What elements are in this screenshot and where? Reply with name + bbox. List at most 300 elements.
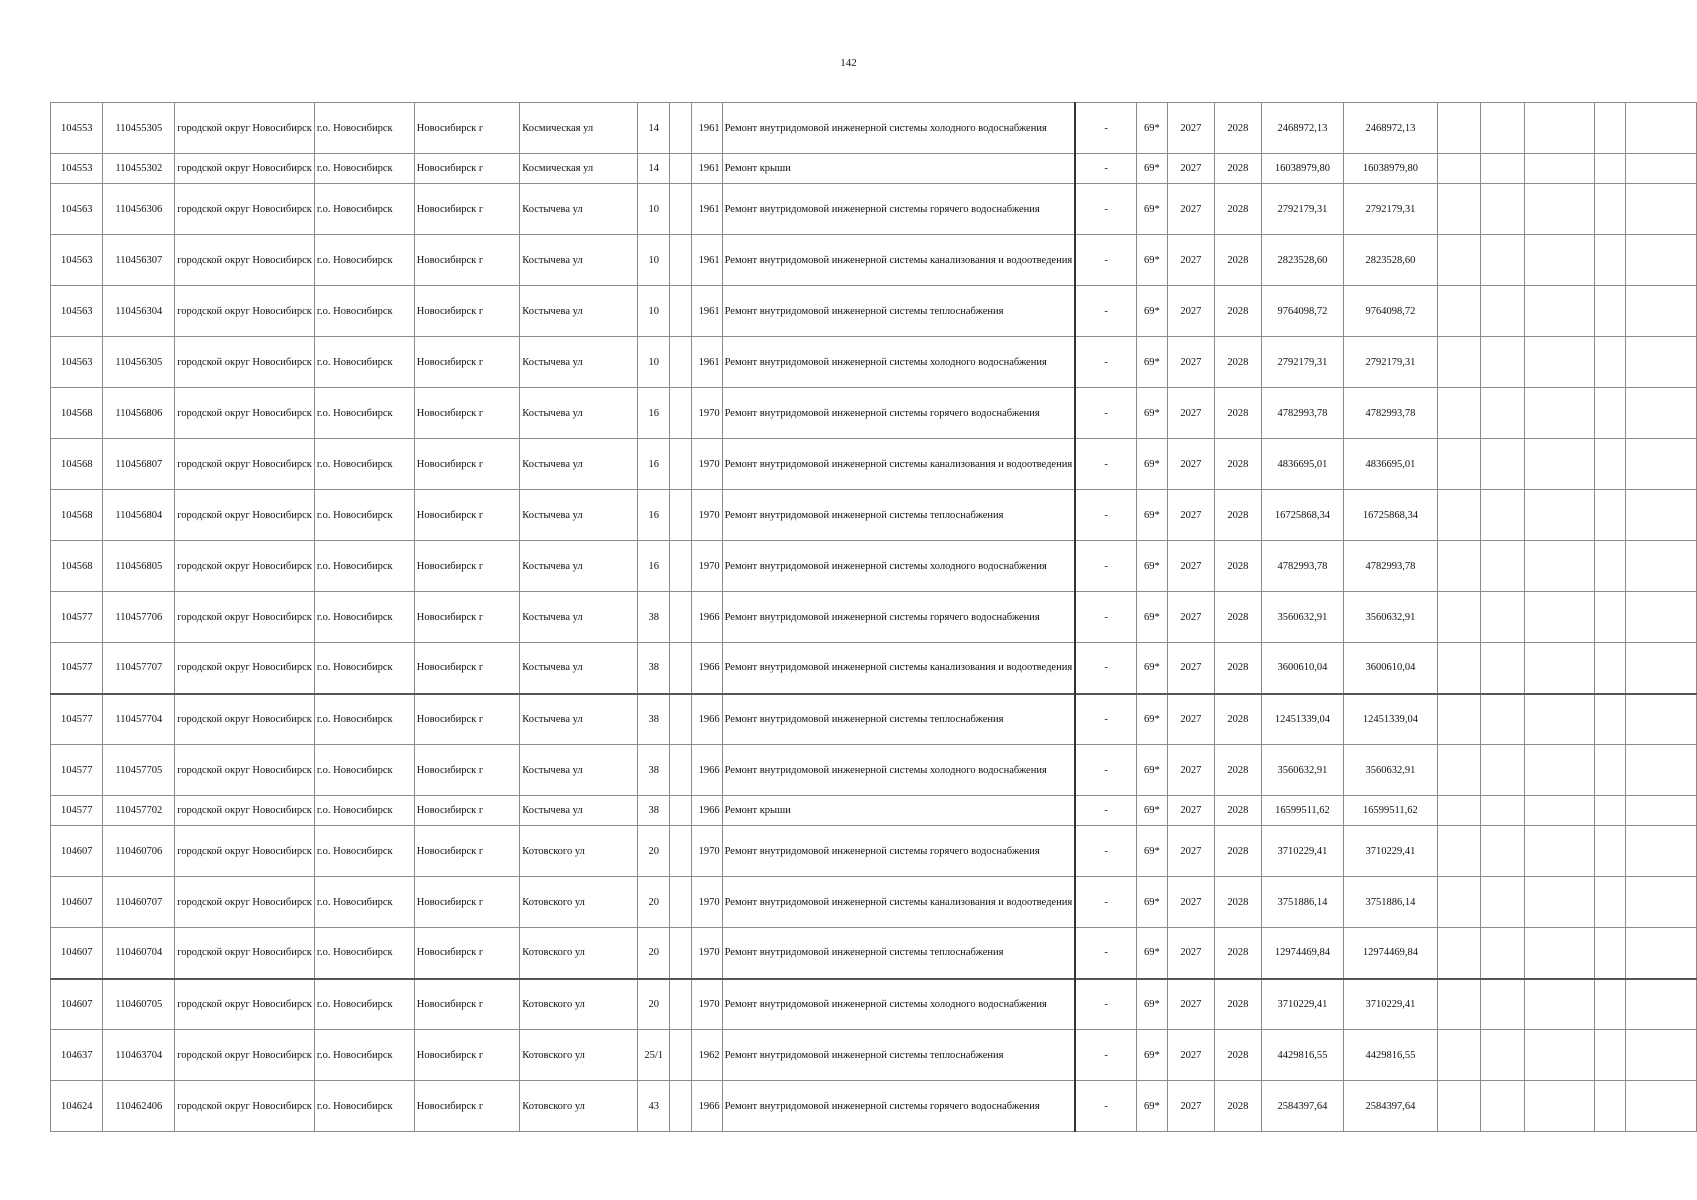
city-cell: Новосибирск г — [414, 235, 519, 286]
house-cell: 16 — [638, 490, 670, 541]
empty-cell — [1481, 643, 1525, 694]
empty-cell — [1437, 154, 1481, 184]
empty-cell — [1481, 235, 1525, 286]
empty-cell — [1437, 541, 1481, 592]
cost-cell: 3560632,91 — [1261, 592, 1343, 643]
city-cell: Новосибирск г — [414, 592, 519, 643]
building-cell — [670, 184, 692, 235]
dash-cell: - — [1075, 928, 1137, 979]
district-cell: городской округ Новосибирск — [175, 877, 315, 928]
total-cell: 4782993,78 — [1344, 541, 1438, 592]
empty-cell — [1625, 928, 1696, 979]
dash-cell: - — [1075, 826, 1137, 877]
dash-cell: - — [1075, 337, 1137, 388]
total-cell: 3751886,14 — [1344, 877, 1438, 928]
street-cell: Котовского ул — [520, 979, 638, 1030]
wear-cell: 69* — [1137, 388, 1167, 439]
empty-cell — [1437, 826, 1481, 877]
empty-cell — [1481, 745, 1525, 796]
district-cell: городской округ Новосибирск — [175, 826, 315, 877]
end-year-cell: 2028 — [1215, 877, 1262, 928]
empty-cell — [1594, 235, 1625, 286]
code-cell: 110456807 — [103, 439, 175, 490]
table-row — [51, 103, 1697, 154]
year-cell: 1966 — [692, 1081, 722, 1132]
id-cell: 104553 — [51, 103, 103, 154]
empty-cell — [1437, 745, 1481, 796]
house-cell: 38 — [638, 694, 670, 745]
municipality-cell: г.о. Новосибирск — [314, 1030, 414, 1081]
start-year-cell: 2027 — [1167, 337, 1215, 388]
wear-cell: 69* — [1137, 235, 1167, 286]
table-row — [51, 154, 1697, 184]
empty-cell — [1481, 826, 1525, 877]
work-type-cell: Ремонт внутридомовой инженерной системы горячего водоснабжения — [722, 184, 1075, 235]
work-type-cell: Ремонт внутридомовой инженерной системы канализования и водоотведения — [722, 235, 1075, 286]
year-cell: 1970 — [692, 490, 722, 541]
table-row — [51, 796, 1697, 826]
building-cell — [670, 1030, 692, 1081]
work-type-cell: Ремонт внутридомовой инженерной системы холодного водоснабжения — [722, 541, 1075, 592]
code-cell: 110457707 — [103, 643, 175, 694]
wear-cell: 69* — [1137, 877, 1167, 928]
table-row — [51, 979, 1697, 1030]
empty-cell — [1481, 103, 1525, 154]
cost-cell: 2792179,31 — [1261, 184, 1343, 235]
total-cell: 12451339,04 — [1344, 694, 1438, 745]
cost-cell: 9764098,72 — [1261, 286, 1343, 337]
empty-cell — [1594, 337, 1625, 388]
start-year-cell: 2027 — [1167, 694, 1215, 745]
district-cell: городской округ Новосибирск — [175, 439, 315, 490]
work-type-cell: Ремонт внутридомовой инженерной системы канализования и водоотведения — [722, 439, 1075, 490]
empty-cell — [1437, 877, 1481, 928]
empty-cell — [1437, 388, 1481, 439]
empty-cell — [1594, 979, 1625, 1030]
year-cell: 1970 — [692, 877, 722, 928]
empty-cell — [1594, 694, 1625, 745]
empty-cell — [1481, 154, 1525, 184]
work-type-cell: Ремонт внутридомовой инженерной системы холодного водоснабжения — [722, 979, 1075, 1030]
municipality-cell: г.о. Новосибирск — [314, 694, 414, 745]
total-cell: 12974469,84 — [1344, 928, 1438, 979]
end-year-cell: 2028 — [1215, 337, 1262, 388]
table-row — [51, 928, 1697, 979]
start-year-cell: 2027 — [1167, 286, 1215, 337]
wear-cell: 69* — [1137, 979, 1167, 1030]
building-cell — [670, 694, 692, 745]
year-cell: 1961 — [692, 103, 722, 154]
house-cell: 20 — [638, 928, 670, 979]
empty-cell — [1594, 826, 1625, 877]
street-cell: Костычева ул — [520, 235, 638, 286]
id-cell: 104607 — [51, 826, 103, 877]
building-cell — [670, 796, 692, 826]
total-cell: 4429816,55 — [1344, 1030, 1438, 1081]
municipality-cell: г.о. Новосибирск — [314, 184, 414, 235]
wear-cell: 69* — [1137, 694, 1167, 745]
year-cell: 1970 — [692, 979, 722, 1030]
city-cell: Новосибирск г — [414, 1081, 519, 1132]
house-cell: 25/1 — [638, 1030, 670, 1081]
building-cell — [670, 979, 692, 1030]
empty-cell — [1437, 184, 1481, 235]
municipality-cell: г.о. Новосибирск — [314, 286, 414, 337]
empty-cell — [1594, 286, 1625, 337]
municipality-cell: г.о. Новосибирск — [314, 154, 414, 184]
table-row — [51, 286, 1697, 337]
city-cell: Новосибирск г — [414, 103, 519, 154]
empty-cell — [1625, 694, 1696, 745]
id-cell: 104577 — [51, 694, 103, 745]
cost-cell: 3560632,91 — [1261, 745, 1343, 796]
building-cell — [670, 745, 692, 796]
table-row — [51, 337, 1697, 388]
street-cell: Космическая ул — [520, 154, 638, 184]
id-cell: 104607 — [51, 979, 103, 1030]
cost-cell: 3600610,04 — [1261, 643, 1343, 694]
wear-cell: 69* — [1137, 643, 1167, 694]
year-cell: 1970 — [692, 541, 722, 592]
building-cell — [670, 1081, 692, 1132]
street-cell: Костычева ул — [520, 286, 638, 337]
wear-cell: 69* — [1137, 439, 1167, 490]
start-year-cell: 2027 — [1167, 388, 1215, 439]
empty-cell — [1625, 826, 1696, 877]
building-cell — [670, 826, 692, 877]
total-cell: 3600610,04 — [1344, 643, 1438, 694]
start-year-cell: 2027 — [1167, 592, 1215, 643]
house-cell: 10 — [638, 184, 670, 235]
building-cell — [670, 928, 692, 979]
empty-cell — [1437, 1081, 1481, 1132]
empty-cell — [1625, 388, 1696, 439]
empty-cell — [1437, 592, 1481, 643]
end-year-cell: 2028 — [1215, 796, 1262, 826]
table-row — [51, 388, 1697, 439]
year-cell: 1966 — [692, 643, 722, 694]
city-cell: Новосибирск г — [414, 1030, 519, 1081]
empty-cell — [1437, 235, 1481, 286]
empty-cell — [1525, 643, 1595, 694]
district-cell: городской округ Новосибирск — [175, 490, 315, 541]
end-year-cell: 2028 — [1215, 694, 1262, 745]
cost-cell: 12974469,84 — [1261, 928, 1343, 979]
code-cell: 110462406 — [103, 1081, 175, 1132]
code-cell: 110460705 — [103, 979, 175, 1030]
total-cell: 2792179,31 — [1344, 337, 1438, 388]
wear-cell: 69* — [1137, 745, 1167, 796]
municipality-cell: г.о. Новосибирск — [314, 490, 414, 541]
street-cell: Костычева ул — [520, 337, 638, 388]
house-cell: 20 — [638, 826, 670, 877]
end-year-cell: 2028 — [1215, 154, 1262, 184]
end-year-cell: 2028 — [1215, 745, 1262, 796]
table-row — [51, 745, 1697, 796]
empty-cell — [1481, 877, 1525, 928]
empty-cell — [1481, 388, 1525, 439]
district-cell: городской округ Новосибирск — [175, 184, 315, 235]
start-year-cell: 2027 — [1167, 796, 1215, 826]
empty-cell — [1525, 694, 1595, 745]
empty-cell — [1625, 1030, 1696, 1081]
empty-cell — [1437, 103, 1481, 154]
code-cell: 110460706 — [103, 826, 175, 877]
work-type-cell: Ремонт внутридомовой инженерной системы горячего водоснабжения — [722, 592, 1075, 643]
code-cell: 110460707 — [103, 877, 175, 928]
empty-cell — [1437, 490, 1481, 541]
code-cell: 110457706 — [103, 592, 175, 643]
empty-cell — [1625, 184, 1696, 235]
house-cell: 38 — [638, 643, 670, 694]
end-year-cell: 2028 — [1215, 439, 1262, 490]
municipality-cell: г.о. Новосибирск — [314, 1081, 414, 1132]
municipality-cell: г.о. Новосибирск — [314, 103, 414, 154]
end-year-cell: 2028 — [1215, 643, 1262, 694]
table-row — [51, 877, 1697, 928]
house-cell: 20 — [638, 877, 670, 928]
total-cell: 2468972,13 — [1344, 103, 1438, 154]
district-cell: городской округ Новосибирск — [175, 388, 315, 439]
empty-cell — [1437, 928, 1481, 979]
empty-cell — [1594, 928, 1625, 979]
dash-cell: - — [1075, 235, 1137, 286]
empty-cell — [1525, 592, 1595, 643]
empty-cell — [1625, 235, 1696, 286]
municipality-cell: г.о. Новосибирск — [314, 928, 414, 979]
house-cell: 16 — [638, 388, 670, 439]
year-cell: 1970 — [692, 928, 722, 979]
table-row — [51, 184, 1697, 235]
wear-cell: 69* — [1137, 592, 1167, 643]
start-year-cell: 2027 — [1167, 643, 1215, 694]
total-cell: 3560632,91 — [1344, 745, 1438, 796]
empty-cell — [1594, 184, 1625, 235]
city-cell: Новосибирск г — [414, 694, 519, 745]
empty-cell — [1437, 694, 1481, 745]
house-cell: 38 — [638, 796, 670, 826]
end-year-cell: 2028 — [1215, 1081, 1262, 1132]
cost-cell: 3710229,41 — [1261, 979, 1343, 1030]
district-cell: городской округ Новосибирск — [175, 1030, 315, 1081]
municipality-cell: г.о. Новосибирск — [314, 643, 414, 694]
empty-cell — [1594, 643, 1625, 694]
dash-cell: - — [1075, 1030, 1137, 1081]
id-cell: 104577 — [51, 643, 103, 694]
empty-cell — [1594, 103, 1625, 154]
house-cell: 16 — [638, 439, 670, 490]
cost-cell: 3751886,14 — [1261, 877, 1343, 928]
district-cell: городской округ Новосибирск — [175, 541, 315, 592]
total-cell: 2584397,64 — [1344, 1081, 1438, 1132]
street-cell: Котовского ул — [520, 928, 638, 979]
empty-cell — [1594, 490, 1625, 541]
empty-cell — [1525, 103, 1595, 154]
street-cell: Котовского ул — [520, 1081, 638, 1132]
start-year-cell: 2027 — [1167, 877, 1215, 928]
year-cell: 1970 — [692, 388, 722, 439]
empty-cell — [1525, 877, 1595, 928]
wear-cell: 69* — [1137, 796, 1167, 826]
district-cell: городской округ Новосибирск — [175, 745, 315, 796]
house-cell: 10 — [638, 337, 670, 388]
municipality-cell: г.о. Новосибирск — [314, 877, 414, 928]
cost-cell: 16038979,80 — [1261, 154, 1343, 184]
end-year-cell: 2028 — [1215, 388, 1262, 439]
id-cell: 104637 — [51, 1030, 103, 1081]
year-cell: 1966 — [692, 745, 722, 796]
street-cell: Костычева ул — [520, 439, 638, 490]
dash-cell: - — [1075, 1081, 1137, 1132]
empty-cell — [1437, 979, 1481, 1030]
street-cell: Костычева ул — [520, 490, 638, 541]
code-cell: 110456307 — [103, 235, 175, 286]
wear-cell: 69* — [1137, 337, 1167, 388]
district-cell: городской округ Новосибирск — [175, 286, 315, 337]
building-cell — [670, 592, 692, 643]
building-cell — [670, 388, 692, 439]
start-year-cell: 2027 — [1167, 745, 1215, 796]
municipality-cell: г.о. Новосибирск — [314, 745, 414, 796]
building-cell — [670, 490, 692, 541]
total-cell: 16599511,62 — [1344, 796, 1438, 826]
cost-cell: 4429816,55 — [1261, 1030, 1343, 1081]
city-cell: Новосибирск г — [414, 826, 519, 877]
city-cell: Новосибирск г — [414, 541, 519, 592]
empty-cell — [1525, 286, 1595, 337]
city-cell: Новосибирск г — [414, 796, 519, 826]
year-cell: 1961 — [692, 235, 722, 286]
empty-cell — [1625, 490, 1696, 541]
total-cell: 3710229,41 — [1344, 979, 1438, 1030]
city-cell: Новосибирск г — [414, 979, 519, 1030]
district-cell: городской округ Новосибирск — [175, 694, 315, 745]
building-cell — [670, 154, 692, 184]
work-type-cell: Ремонт внутридомовой инженерной системы горячего водоснабжения — [722, 1081, 1075, 1132]
end-year-cell: 2028 — [1215, 235, 1262, 286]
total-cell: 3560632,91 — [1344, 592, 1438, 643]
empty-cell — [1525, 928, 1595, 979]
year-cell: 1961 — [692, 286, 722, 337]
empty-cell — [1625, 745, 1696, 796]
house-cell: 14 — [638, 103, 670, 154]
start-year-cell: 2027 — [1167, 979, 1215, 1030]
dash-cell: - — [1075, 643, 1137, 694]
street-cell: Костычева ул — [520, 184, 638, 235]
building-cell — [670, 103, 692, 154]
building-cell — [670, 439, 692, 490]
empty-cell — [1625, 643, 1696, 694]
city-cell: Новосибирск г — [414, 877, 519, 928]
dash-cell: - — [1075, 796, 1137, 826]
house-cell: 43 — [638, 1081, 670, 1132]
empty-cell — [1481, 541, 1525, 592]
start-year-cell: 2027 — [1167, 184, 1215, 235]
empty-cell — [1525, 826, 1595, 877]
end-year-cell: 2028 — [1215, 490, 1262, 541]
city-cell: Новосибирск г — [414, 745, 519, 796]
dash-cell: - — [1075, 541, 1137, 592]
total-cell: 4782993,78 — [1344, 388, 1438, 439]
total-cell: 16038979,80 — [1344, 154, 1438, 184]
empty-cell — [1625, 154, 1696, 184]
district-cell: городской округ Новосибирск — [175, 1081, 315, 1132]
empty-cell — [1525, 745, 1595, 796]
street-cell: Котовского ул — [520, 1030, 638, 1081]
district-cell: городской округ Новосибирск — [175, 235, 315, 286]
empty-cell — [1625, 286, 1696, 337]
empty-cell — [1594, 877, 1625, 928]
dash-cell: - — [1075, 877, 1137, 928]
empty-cell — [1437, 286, 1481, 337]
district-cell: городской округ Новосибирск — [175, 154, 315, 184]
end-year-cell: 2028 — [1215, 979, 1262, 1030]
id-cell: 104577 — [51, 592, 103, 643]
empty-cell — [1594, 439, 1625, 490]
id-cell: 104563 — [51, 235, 103, 286]
year-cell: 1970 — [692, 826, 722, 877]
dash-cell: - — [1075, 745, 1137, 796]
code-cell: 110457702 — [103, 796, 175, 826]
empty-cell — [1625, 796, 1696, 826]
city-cell: Новосибирск г — [414, 388, 519, 439]
start-year-cell: 2027 — [1167, 1030, 1215, 1081]
start-year-cell: 2027 — [1167, 1081, 1215, 1132]
street-cell: Костычева ул — [520, 796, 638, 826]
table-row — [51, 694, 1697, 745]
code-cell: 110456305 — [103, 337, 175, 388]
empty-cell — [1594, 1081, 1625, 1132]
wear-cell: 69* — [1137, 928, 1167, 979]
municipality-cell: г.о. Новосибирск — [314, 439, 414, 490]
municipality-cell: г.о. Новосибирск — [314, 337, 414, 388]
city-cell: Новосибирск г — [414, 154, 519, 184]
start-year-cell: 2027 — [1167, 439, 1215, 490]
district-cell: городской округ Новосибирск — [175, 928, 315, 979]
empty-cell — [1481, 439, 1525, 490]
work-type-cell: Ремонт внутридомовой инженерной системы теплоснабжения — [722, 694, 1075, 745]
code-cell: 110456806 — [103, 388, 175, 439]
dash-cell: - — [1075, 592, 1137, 643]
start-year-cell: 2027 — [1167, 103, 1215, 154]
end-year-cell: 2028 — [1215, 541, 1262, 592]
id-cell: 104624 — [51, 1081, 103, 1132]
empty-cell — [1525, 388, 1595, 439]
cost-cell: 4836695,01 — [1261, 439, 1343, 490]
year-cell: 1966 — [692, 796, 722, 826]
empty-cell — [1481, 337, 1525, 388]
street-cell: Костычева ул — [520, 541, 638, 592]
empty-cell — [1525, 541, 1595, 592]
empty-cell — [1594, 1030, 1625, 1081]
building-cell — [670, 337, 692, 388]
year-cell: 1966 — [692, 592, 722, 643]
empty-cell — [1525, 979, 1595, 1030]
street-cell: Котовского ул — [520, 877, 638, 928]
city-cell: Новосибирск г — [414, 286, 519, 337]
id-cell: 104563 — [51, 184, 103, 235]
empty-cell — [1525, 796, 1595, 826]
street-cell: Костычева ул — [520, 388, 638, 439]
id-cell: 104568 — [51, 490, 103, 541]
end-year-cell: 2028 — [1215, 184, 1262, 235]
work-type-cell: Ремонт внутридомовой инженерной системы холодного водоснабжения — [722, 745, 1075, 796]
dash-cell: - — [1075, 184, 1137, 235]
city-cell: Новосибирск г — [414, 439, 519, 490]
city-cell: Новосибирск г — [414, 928, 519, 979]
cost-cell: 16599511,62 — [1261, 796, 1343, 826]
city-cell: Новосибирск г — [414, 643, 519, 694]
